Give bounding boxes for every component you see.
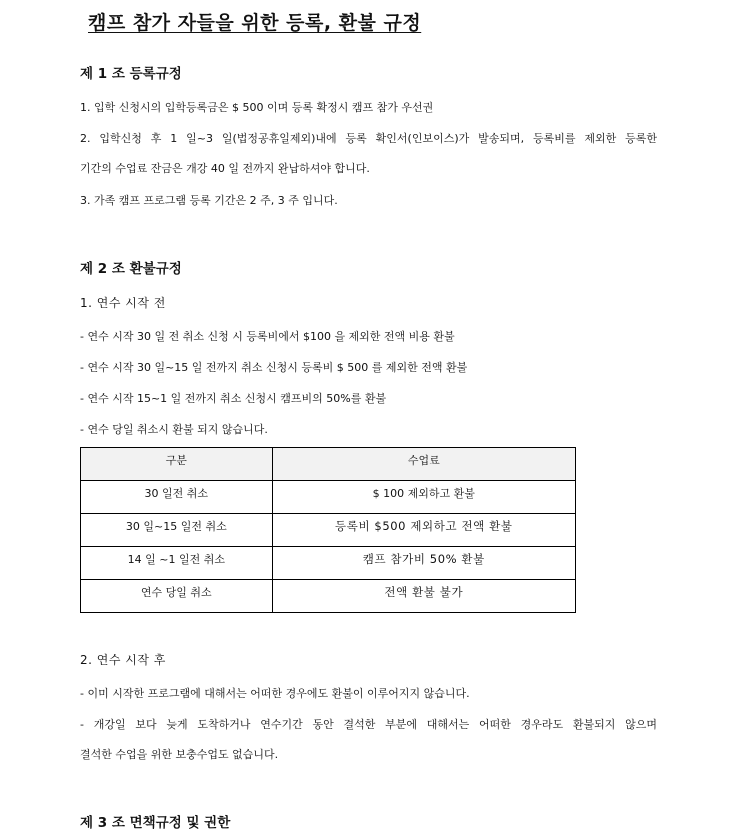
before-line-4: - 연수 당일 취소시 환불 되지 않습니다. [80,423,268,436]
article1-line-2: 2. 입학신청 후 1 일~3 일(법정공휴일제외)내에 등록 확인서(인보이스)가 발송되며, 등록비를 제외한 등록한 [80,132,657,145]
article1-line-4: 3. 가족 캠프 프로그램 등록 기간은 2 주, 3 주 입니다. [80,194,338,207]
table-cell-category: 30 일전 취소 [81,481,273,514]
table-cell-fee: 등록비 $500 제외하고 전액 환불 [272,514,575,547]
before-line-1: - 연수 시작 30 일 전 취소 신청 시 등록비에서 $100 을 제외한 전액 비용 환불 [80,330,455,343]
table-cell-category: 30 일~15 일전 취소 [81,514,273,547]
table-cell-fee: 캠프 참가비 50% 환불 [272,547,575,580]
article2-heading: 제 2 조 환불규정 [80,261,182,277]
table-row [81,481,576,514]
article1-line-3: 기간의 수업료 잔금은 개강 40 일 전까지 완납하셔야 합니다. [80,162,370,175]
document-title: 캠프 참가 자들을 위한 등록, 환불 규정 [88,12,422,34]
before-start-label: 1. 연수 시작 전 [80,296,166,310]
after-line-3: 결석한 수업을 위한 보충수업도 없습니다. [80,748,279,761]
refund-table [80,447,576,613]
table-row [81,514,576,547]
article3-heading: 제 3 조 면책규정 및 권한 [80,815,231,831]
after-line-1: - 이미 시작한 프로그램에 대해서는 어떠한 경우에도 환불이 이루어지지 않습니다. [80,687,470,700]
after-start-label: 2. 연수 시작 후 [80,653,166,667]
table-cell-fee: 전액 환불 불가 [272,580,575,613]
article1-heading: 제 1 조 등록규정 [80,66,182,82]
table-row [81,547,576,580]
table-cell-category: 14 일 ~1 일전 취소 [81,547,273,580]
table-cell-category: 연수 당일 취소 [81,580,273,613]
before-line-2: - 연수 시작 30 일~15 일 전까지 취소 신청시 등록비 $ 500 를 제외한 전액 환불 [80,361,468,374]
table-cell-fee: $ 100 제외하고 환불 [272,481,575,514]
after-line-2: - 개강일 보다 늦게 도착하거나 연수기간 동안 결석한 부분에 대해서는 어떠한 경우라도 환불되지 않으며 [80,718,657,731]
before-line-3: - 연수 시작 15~1 일 전까지 취소 신청시 캠프비의 50%를 환불 [80,392,387,405]
table-row [81,580,576,613]
table-header-fee: 수업료 [272,448,575,481]
article1-line-1: 1. 입학 신청시의 입학등록금은 $ 500 이며 등록 확정시 캠프 참가 우선권 [80,101,434,114]
table-header-row [81,448,576,481]
table-header-category: 구분 [81,448,273,481]
